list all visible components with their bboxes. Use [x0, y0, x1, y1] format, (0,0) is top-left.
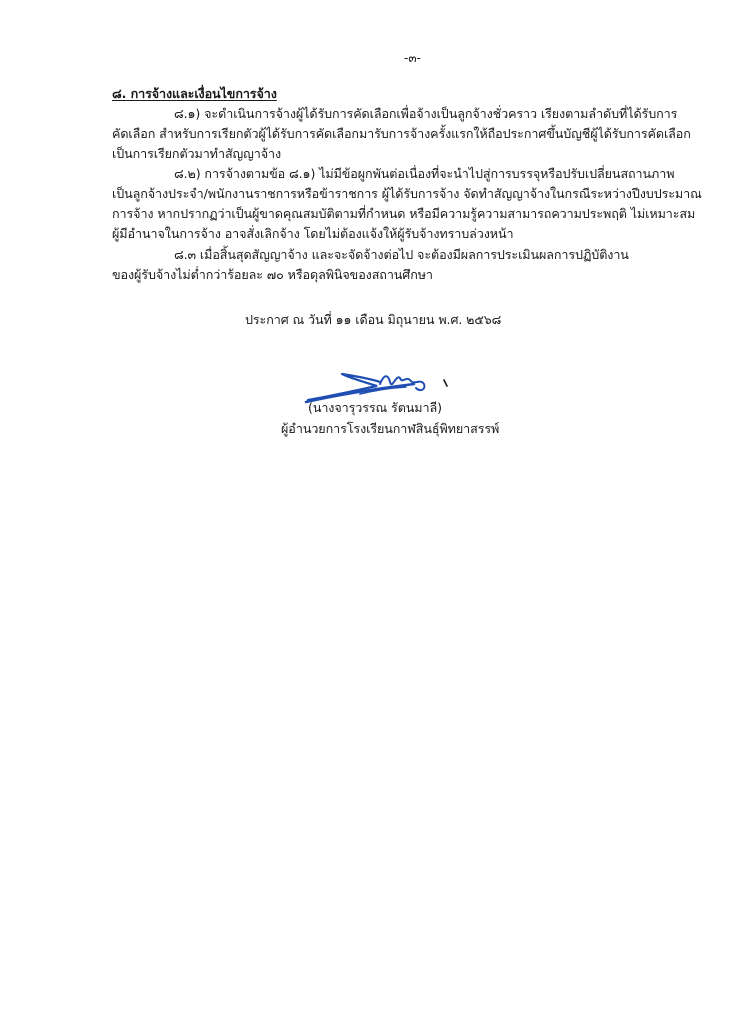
- announcement-date: ประกาศ ณ วันที่ ๑๑ เดือน มิถุนายน พ.ศ. ๒๕๖๘: [245, 312, 502, 327]
- paragraph-line: ๘.๓ เมื่อสิ้นสุดสัญญาจ้าง และจะจัดจ้างต่อไป จะต้องมีผลการประเมินผลการปฏิบัติงาน: [174, 247, 629, 262]
- paragraph-line: เป็นลูกจ้างประจำ/พนักงานราชการหรือข้าราชการ ผู้ได้รับการจ้าง จัดทำสัญญาจ้างในกรณีระหว่างปีงบประมาณ: [112, 186, 702, 201]
- paragraph-line: ๘.๒) การจ้างตามข้อ ๘.๑) ไม่มีข้อผูกพันต่อเนื่องที่จะนำไปสู่การบรรจุหรือปรับเปลี่ยนสถานภาพ: [174, 166, 675, 181]
- section-heading: ๘. การจ้างและเงื่อนไขการจ้าง: [112, 86, 277, 101]
- signatory-position: ผู้อำนวยการโรงเรียนกาฬสินธุ์พิทยาสรรพ์: [281, 421, 500, 436]
- paragraph-line: ของผู้รับจ้างไม่ต่ำกว่าร้อยละ ๗๐ หรือดุลพินิจของสถานศึกษา: [112, 267, 433, 282]
- paragraph-line: ผู้มีอำนาจในการจ้าง อาจสั่งเลิกจ้าง โดยไม่ต้องแจ้งให้ผู้รับจ้างทราบล่วงหน้า: [112, 226, 514, 241]
- paragraph-line: เป็นการเรียกตัวมาทำสัญญาจ้าง: [112, 146, 282, 161]
- page-number: -๓-: [404, 51, 421, 65]
- signatory-name: (นางจารุวรรณ รัตนมาลี): [308, 400, 442, 415]
- paragraph-line: ๘.๑) จะดำเนินการจ้างผู้ได้รับการคัดเลือกเพื่อจ้างเป็นลูกจ้างชั่วคราว เรียงตามลำดับที่ได้รับการ: [174, 106, 678, 121]
- paragraph-line: การจ้าง หากปรากฏว่าเป็นผู้ขาดคุณสมบัติตามที่กำหนด หรือมีความรู้ความสามารถความประพฤติ ไม่เหมาะสม: [112, 206, 696, 221]
- paragraph-line: คัดเลือก สำหรับการเรียกตัวผู้ได้รับการคัดเลือกมารับการจ้างครั้งแรกให้ถือประกาศขึ้นบัญชีผู้ได้รับการคัดเลือก: [112, 126, 691, 141]
